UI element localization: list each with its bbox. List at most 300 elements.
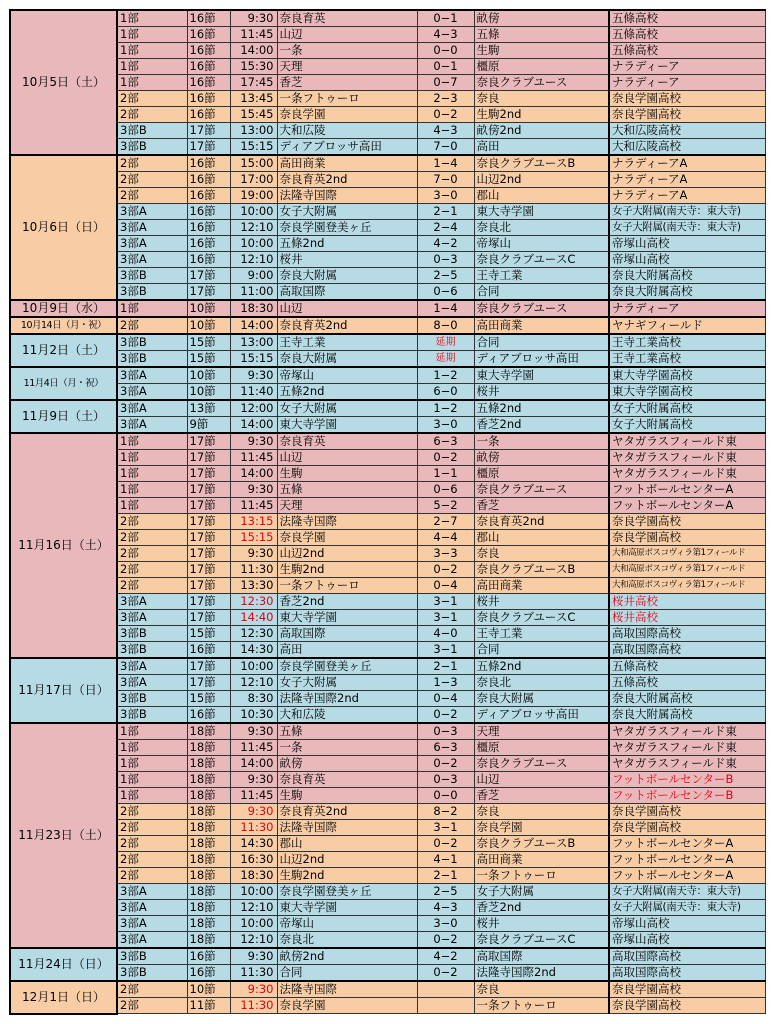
table-row — [10, 59, 765, 75]
score-cell: 1−4 — [417, 155, 474, 172]
section-cell: 18節 — [187, 820, 230, 836]
away-team-cell: 奈良育英2nd — [474, 514, 609, 530]
division-cell: 1部 — [117, 740, 187, 756]
match-schedule-table — [9, 9, 766, 1015]
kickoff-time-cell: 14:00 — [230, 417, 277, 434]
kickoff-time-cell: 19:00 — [230, 188, 277, 204]
venue-cell: ナラディーア — [609, 59, 765, 75]
venue-cell: ヤタガラスフィールド東 — [609, 466, 765, 482]
match-date: 12月1日（日） — [10, 981, 117, 1014]
division-cell: 3部B — [117, 268, 187, 284]
away-team-cell: 奈良学園 — [474, 820, 609, 836]
away-team-cell: 畝傍 — [474, 10, 609, 27]
venue-cell: 五條高校 — [609, 10, 765, 27]
score-cell: 2−5 — [417, 268, 474, 284]
venue-cell: 東大寺学園高校 — [609, 384, 765, 401]
section-cell: 16節 — [187, 948, 230, 965]
section-cell: 15節 — [187, 334, 230, 351]
division-cell: 1部 — [117, 43, 187, 59]
home-team-cell: 高田 — [277, 642, 417, 659]
venue-cell: 大和高原ボスコヴィラ第1フィールド — [609, 578, 765, 594]
away-team-cell: 合同 — [474, 284, 609, 301]
venue-cell: 王寺工業高校 — [609, 351, 765, 368]
section-cell: 17節 — [187, 139, 230, 156]
division-cell: 1部 — [117, 772, 187, 788]
match-date: 11月2日（土） — [10, 334, 117, 367]
table-row — [10, 836, 765, 852]
division-cell: 3部A — [117, 675, 187, 691]
venue-cell: 帝塚山高校 — [609, 252, 765, 268]
division-cell: 2部 — [117, 188, 187, 204]
home-team-cell: 天理 — [277, 498, 417, 514]
venue-cell: 女子大附属(南天寺：東大寺) — [609, 900, 765, 916]
table-row — [10, 188, 765, 204]
score-cell: 延期 — [417, 351, 474, 368]
section-cell: 18節 — [187, 804, 230, 820]
score-cell: 0−0 — [417, 43, 474, 59]
home-team-cell: 天理 — [277, 59, 417, 75]
away-team-cell: 王寺工業 — [474, 626, 609, 642]
division-cell: 1部 — [117, 10, 187, 27]
away-team-cell: 香芝 — [474, 498, 609, 514]
venue-cell: フットボールセンターA — [609, 852, 765, 868]
away-team-cell: 高田商業 — [474, 317, 609, 334]
section-cell: 18節 — [187, 868, 230, 884]
score-cell: 0−1 — [417, 59, 474, 75]
section-cell: 10節 — [187, 367, 230, 384]
score-cell: 4−3 — [417, 123, 474, 139]
score-cell: 2−3 — [417, 91, 474, 107]
table-row — [10, 27, 765, 43]
venue-cell: 東大寺学園高校 — [609, 367, 765, 384]
table-row — [10, 91, 765, 107]
section-cell: 16節 — [187, 236, 230, 252]
division-cell: 1部 — [117, 723, 187, 740]
away-team-cell: 香芝 — [474, 788, 609, 804]
division-cell: 2部 — [117, 530, 187, 546]
score-cell: 8−0 — [417, 317, 474, 334]
table-row — [10, 384, 765, 401]
division-cell: 2部 — [117, 852, 187, 868]
score-cell: 5−2 — [417, 498, 474, 514]
venue-cell: 女子大附属(南天寺：東大寺) — [609, 204, 765, 220]
kickoff-time-cell: 14:40 — [230, 610, 277, 626]
venue-cell: 奈良大附属高校 — [609, 691, 765, 707]
venue-cell: 帝塚山高校 — [609, 916, 765, 932]
table-row — [10, 772, 765, 788]
home-team-cell: 奈良学園登美ヶ丘 — [277, 658, 417, 675]
home-team-cell: 五條 — [277, 723, 417, 740]
away-team-cell: 法隆寺国際2nd — [474, 965, 609, 982]
venue-cell: フットボールセンターA — [609, 498, 765, 514]
score-cell: 4−1 — [417, 852, 474, 868]
score-cell: 3−0 — [417, 916, 474, 932]
away-team-cell: 東大寺学園 — [474, 367, 609, 384]
kickoff-time-cell: 9:30 — [230, 723, 277, 740]
section-cell: 17節 — [187, 530, 230, 546]
section-cell: 17節 — [187, 514, 230, 530]
away-team-cell: 高取国際 — [474, 948, 609, 965]
kickoff-time-cell: 14:30 — [230, 642, 277, 659]
kickoff-time-cell: 14:00 — [230, 43, 277, 59]
away-team-cell: 橿原 — [474, 59, 609, 75]
division-cell: 1部 — [117, 59, 187, 75]
kickoff-time-cell: 13:30 — [230, 578, 277, 594]
score-cell: 1−2 — [417, 367, 474, 384]
home-team-cell: 奈良大附属 — [277, 351, 417, 368]
table-row — [10, 300, 765, 317]
away-team-cell: 奈良クラブユースB — [474, 155, 609, 172]
kickoff-time-cell: 10:00 — [230, 658, 277, 675]
match-date: 10月6日（日） — [10, 155, 117, 300]
home-team-cell: 東大寺学園 — [277, 610, 417, 626]
section-cell: 17節 — [187, 546, 230, 562]
home-team-cell: 帝塚山 — [277, 916, 417, 932]
table-row — [10, 43, 765, 59]
division-cell: 3部B — [117, 334, 187, 351]
table-row — [10, 658, 765, 675]
away-team-cell: 奈良 — [474, 804, 609, 820]
table-row — [10, 707, 765, 724]
division-cell: 1部 — [117, 498, 187, 514]
home-team-cell: 山辺2nd — [277, 852, 417, 868]
score-cell: 0−2 — [417, 107, 474, 123]
kickoff-time-cell: 8:30 — [230, 691, 277, 707]
kickoff-time-cell: 10:30 — [230, 707, 277, 724]
division-cell: 3部B — [117, 707, 187, 724]
venue-cell: 五條高校 — [609, 658, 765, 675]
schedule-body — [10, 10, 765, 1014]
score-cell: 0−6 — [417, 284, 474, 301]
match-date: 11月24日（日） — [10, 948, 117, 981]
venue-cell: ナラディーア — [609, 300, 765, 317]
kickoff-time-cell: 10:00 — [230, 236, 277, 252]
match-date: 11月17日（日） — [10, 658, 117, 723]
section-cell: 16節 — [187, 91, 230, 107]
kickoff-time-cell: 11:45 — [230, 740, 277, 756]
division-cell: 3部A — [117, 916, 187, 932]
home-team-cell: 奈良育英2nd — [277, 172, 417, 188]
home-team-cell: 女子大附属 — [277, 400, 417, 417]
venue-cell: 高取国際高校 — [609, 642, 765, 659]
home-team-cell: 奈良育英2nd — [277, 317, 417, 334]
score-cell: 8−2 — [417, 804, 474, 820]
table-row — [10, 466, 765, 482]
away-team-cell: 奈良クラブユース — [474, 482, 609, 498]
home-team-cell: 合同 — [277, 965, 417, 982]
home-team-cell: 法隆寺国際 — [277, 820, 417, 836]
away-team-cell: 一条 — [474, 433, 609, 450]
home-team-cell: 法隆寺国際2nd — [277, 691, 417, 707]
home-team-cell: 女子大附属 — [277, 675, 417, 691]
division-cell: 2部 — [117, 578, 187, 594]
away-team-cell: 桜井 — [474, 594, 609, 610]
home-team-cell: 香芝2nd — [277, 594, 417, 610]
section-cell: 18節 — [187, 740, 230, 756]
kickoff-time-cell: 17:00 — [230, 172, 277, 188]
score-cell: 0−2 — [417, 836, 474, 852]
venue-cell: 桜井高校 — [609, 594, 765, 610]
venue-cell: 奈良大附属高校 — [609, 707, 765, 724]
score-cell: 4−3 — [417, 27, 474, 43]
division-cell: 3部A — [117, 252, 187, 268]
venue-cell: ヤタガラスフィールド東 — [609, 756, 765, 772]
venue-cell: 五條高校 — [609, 43, 765, 59]
away-team-cell: 香芝2nd — [474, 417, 609, 434]
match-date: 10月5日（土） — [10, 10, 117, 155]
venue-cell: 桜井高校 — [609, 610, 765, 626]
section-cell: 16節 — [187, 220, 230, 236]
table-row — [10, 204, 765, 220]
division-cell: 3部B — [117, 965, 187, 982]
table-row — [10, 675, 765, 691]
home-team-cell: 五條2nd — [277, 236, 417, 252]
division-cell: 1部 — [117, 300, 187, 317]
kickoff-time-cell: 9:30 — [230, 804, 277, 820]
away-team-cell: 合同 — [474, 334, 609, 351]
venue-cell: ヤタガラスフィールド東 — [609, 740, 765, 756]
section-cell: 18節 — [187, 916, 230, 932]
table-row — [10, 107, 765, 123]
away-team-cell: 奈良北 — [474, 675, 609, 691]
venue-cell: ヤタガラスフィールド東 — [609, 450, 765, 466]
away-team-cell: 畝傍 — [474, 450, 609, 466]
home-team-cell: 生駒2nd — [277, 868, 417, 884]
kickoff-time-cell: 14:00 — [230, 756, 277, 772]
kickoff-time-cell: 9:30 — [230, 772, 277, 788]
away-team-cell: 王寺工業 — [474, 268, 609, 284]
score-cell: 2−4 — [417, 220, 474, 236]
section-cell: 17節 — [187, 450, 230, 466]
venue-cell: 奈良大附属高校 — [609, 284, 765, 301]
table-row — [10, 236, 765, 252]
section-cell: 17節 — [187, 594, 230, 610]
venue-cell: 五條高校 — [609, 27, 765, 43]
score-cell: 1−4 — [417, 300, 474, 317]
venue-cell: 王寺工業高校 — [609, 334, 765, 351]
table-row — [10, 788, 765, 804]
venue-cell: 高取国際高校 — [609, 965, 765, 982]
section-cell: 18節 — [187, 884, 230, 900]
division-cell: 3部A — [117, 236, 187, 252]
division-cell: 1部 — [117, 482, 187, 498]
away-team-cell: 橿原 — [474, 740, 609, 756]
division-cell: 3部B — [117, 691, 187, 707]
away-team-cell: 五條 — [474, 27, 609, 43]
venue-cell: フットボールセンターB — [609, 788, 765, 804]
score-cell: 6−3 — [417, 740, 474, 756]
kickoff-time-cell: 15:15 — [230, 351, 277, 368]
kickoff-time-cell: 13:00 — [230, 123, 277, 139]
away-team-cell: 奈良 — [474, 981, 609, 998]
away-team-cell: 奈良クラブユースC — [474, 252, 609, 268]
section-cell: 18節 — [187, 756, 230, 772]
table-row — [10, 948, 765, 965]
home-team-cell: 畝傍2nd — [277, 948, 417, 965]
away-team-cell: 奈良クラブユースB — [474, 836, 609, 852]
section-cell: 13節 — [187, 400, 230, 417]
section-cell: 10節 — [187, 384, 230, 401]
section-cell: 16節 — [187, 59, 230, 75]
table-row — [10, 916, 765, 932]
score-cell — [417, 998, 474, 1014]
division-cell: 2部 — [117, 868, 187, 884]
home-team-cell: 山辺 — [277, 450, 417, 466]
score-cell: 2−7 — [417, 514, 474, 530]
venue-cell: 奈良学園高校 — [609, 91, 765, 107]
venue-cell: 奈良学園高校 — [609, 804, 765, 820]
section-cell: 16節 — [187, 188, 230, 204]
home-team-cell: 畝傍 — [277, 756, 417, 772]
home-team-cell: 生駒 — [277, 466, 417, 482]
table-row — [10, 626, 765, 642]
score-cell: 3−1 — [417, 610, 474, 626]
division-cell: 2部 — [117, 172, 187, 188]
kickoff-time-cell: 13:00 — [230, 334, 277, 351]
table-row — [10, 317, 765, 334]
home-team-cell: 奈良育英 — [277, 772, 417, 788]
section-cell: 16節 — [187, 10, 230, 27]
table-row — [10, 804, 765, 820]
venue-cell: 帝塚山高校 — [609, 932, 765, 949]
score-cell: 0−3 — [417, 772, 474, 788]
table-row — [10, 123, 765, 139]
division-cell: 2部 — [117, 836, 187, 852]
match-date: 11月9日（土） — [10, 400, 117, 433]
home-team-cell: 奈良学園 — [277, 530, 417, 546]
division-cell: 1部 — [117, 27, 187, 43]
home-team-cell: 五條2nd — [277, 384, 417, 401]
away-team-cell: 奈良 — [474, 91, 609, 107]
score-cell: 延期 — [417, 334, 474, 351]
table-row — [10, 433, 765, 450]
away-team-cell: 奈良クラブユースB — [474, 562, 609, 578]
venue-cell: ヤタガラスフィールド東 — [609, 433, 765, 450]
division-cell: 3部B — [117, 139, 187, 156]
kickoff-time-cell: 11:45 — [230, 498, 277, 514]
score-cell: 4−0 — [417, 626, 474, 642]
venue-cell: 奈良学園高校 — [609, 514, 765, 530]
kickoff-time-cell: 12:00 — [230, 400, 277, 417]
section-cell: 17節 — [187, 466, 230, 482]
venue-cell: ナラディーアA — [609, 188, 765, 204]
division-cell: 3部B — [117, 284, 187, 301]
section-cell: 17節 — [187, 610, 230, 626]
section-cell: 9節 — [187, 417, 230, 434]
venue-cell: フットボールセンターA — [609, 868, 765, 884]
section-cell: 10節 — [187, 981, 230, 998]
score-cell: 0−2 — [417, 756, 474, 772]
kickoff-time-cell: 10:00 — [230, 916, 277, 932]
venue-cell: 高取国際高校 — [609, 948, 765, 965]
home-team-cell: 奈良学園登美ヶ丘 — [277, 220, 417, 236]
table-row — [10, 351, 765, 368]
section-cell: 16節 — [187, 707, 230, 724]
table-row — [10, 155, 765, 172]
home-team-cell: 大和広陵 — [277, 123, 417, 139]
away-team-cell: 奈良クラブユース — [474, 300, 609, 317]
division-cell: 3部A — [117, 220, 187, 236]
home-team-cell: 奈良育英 — [277, 10, 417, 27]
away-team-cell: 奈良クラブユースC — [474, 932, 609, 949]
table-row — [10, 334, 765, 351]
section-cell: 17節 — [187, 482, 230, 498]
home-team-cell: 高取国際 — [277, 626, 417, 642]
kickoff-time-cell: 9:30 — [230, 981, 277, 998]
table-row — [10, 723, 765, 740]
score-cell: 0−4 — [417, 578, 474, 594]
table-row — [10, 400, 765, 417]
table-row — [10, 756, 765, 772]
table-row — [10, 252, 765, 268]
division-cell: 3部B — [117, 642, 187, 659]
kickoff-time-cell: 9:30 — [230, 433, 277, 450]
section-cell: 16節 — [187, 155, 230, 172]
score-cell: 7−0 — [417, 139, 474, 156]
section-cell: 17節 — [187, 498, 230, 514]
score-cell: 7−0 — [417, 172, 474, 188]
venue-cell: 女子大附属(南天寺：東大寺) — [609, 220, 765, 236]
away-team-cell: 山辺2nd — [474, 172, 609, 188]
away-team-cell: 女子大附属 — [474, 884, 609, 900]
match-date: 10月14日（月・祝） — [10, 317, 117, 334]
home-team-cell: 奈良育英2nd — [277, 804, 417, 820]
kickoff-time-cell: 12:30 — [230, 626, 277, 642]
division-cell: 3部A — [117, 884, 187, 900]
home-team-cell: 帝塚山 — [277, 367, 417, 384]
away-team-cell: 郡山 — [474, 188, 609, 204]
venue-cell: 奈良学園高校 — [609, 107, 765, 123]
score-cell: 3−1 — [417, 594, 474, 610]
division-cell: 2部 — [117, 317, 187, 334]
kickoff-time-cell: 9:30 — [230, 367, 277, 384]
kickoff-time-cell: 12:10 — [230, 675, 277, 691]
score-cell: 0−2 — [417, 562, 474, 578]
away-team-cell: 五條2nd — [474, 400, 609, 417]
home-team-cell: 山辺 — [277, 27, 417, 43]
section-cell: 17節 — [187, 268, 230, 284]
division-cell: 3部A — [117, 384, 187, 401]
section-cell: 15節 — [187, 351, 230, 368]
home-team-cell: 東大寺学園 — [277, 417, 417, 434]
home-team-cell: 法隆寺国際 — [277, 188, 417, 204]
kickoff-time-cell: 11:30 — [230, 998, 277, 1014]
table-row — [10, 530, 765, 546]
division-cell: 1部 — [117, 75, 187, 91]
table-row — [10, 868, 765, 884]
away-team-cell: 奈良クラブユースC — [474, 610, 609, 626]
match-date: 11月4日（月・祝） — [10, 367, 117, 400]
score-cell: 0−2 — [417, 707, 474, 724]
division-cell: 3部A — [117, 367, 187, 384]
score-cell: 4−2 — [417, 948, 474, 965]
away-team-cell: 郡山 — [474, 530, 609, 546]
division-cell: 3部A — [117, 400, 187, 417]
section-cell: 15節 — [187, 691, 230, 707]
away-team-cell: 五條2nd — [474, 658, 609, 675]
division-cell: 2部 — [117, 998, 187, 1014]
table-row — [10, 578, 765, 594]
away-team-cell: 香芝2nd — [474, 900, 609, 916]
score-cell: 2−1 — [417, 204, 474, 220]
kickoff-time-cell: 17:45 — [230, 75, 277, 91]
division-cell: 3部A — [117, 204, 187, 220]
home-team-cell: 郡山 — [277, 836, 417, 852]
score-cell: 2−5 — [417, 884, 474, 900]
table-row — [10, 740, 765, 756]
away-team-cell: 合同 — [474, 642, 609, 659]
table-row — [10, 172, 765, 188]
